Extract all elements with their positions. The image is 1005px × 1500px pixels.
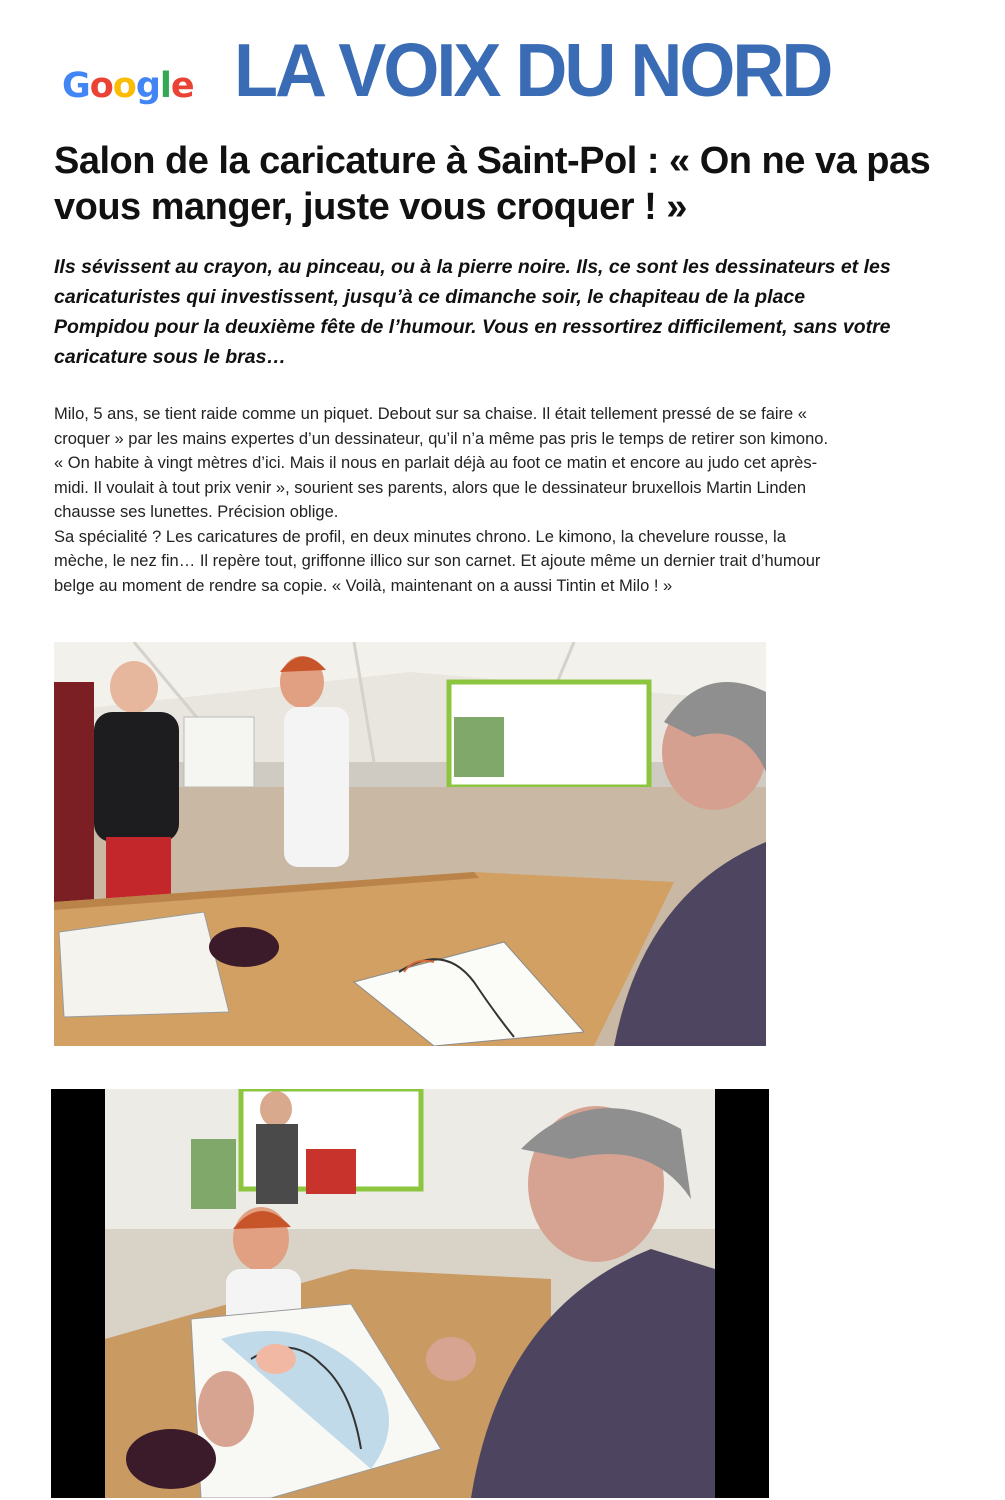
newspaper-logo: LA VOIX DU NORD [234,29,831,113]
masthead [0,0,1005,115]
article-lead: Ils sévissent au crayon, au pinceau, ou à la pierre noire. Ils, ce sont les dessinateurs et les caricaturistes qui investissent, jusqu’à ce dimanche soir, le chapiteau de la place Pompidou pour la deuxième fête de l’humour. Vous en ressortirez difficilement, sans votre caricature sous le bras… [54,256,891,368]
article-paragraph: Milo, 5 ans, se tient raide comme un piquet. Debout sur sa chaise. Il était tellement pressé de se faire « croquer » par les mains expertes d’un dessinateur, qu’il n’a même pas pris le temps de retirer son kimono. « On habite à vingt mètres d’ici. Mais il nous en parlait déjà au foot ce matin et encore au judo cet après-midi. Il voulait à tout prix venir », sourient ses parents, alors que le dessinateur bruxellois Martin Linden chausse ses lunettes. Précision oblige. [54,405,829,521]
photo-illustration [51,1089,769,1498]
article-photo-watercolour [51,1089,769,1498]
google-logo: Google [62,66,194,106]
article-headline: Salon de la caricature à Saint-Pol : « On ne va pas vous manger, juste vous croquer ! » [54,140,931,228]
article-body [54,402,834,598]
photo-illustration [54,642,766,1046]
article-photo-caricaturist [54,642,766,1046]
article-paragraph: Sa spécialité ? Les caricatures de profil, en deux minutes chrono. Le kimono, la chevelure rousse, la mèche, le nez fin… Il repère tout, griffonne illico sur son carnet. Et ajoute même un dernier trait d’humour belge au moment de rendre sa copie. « Voilà, maintenant on a aussi Tintin et Milo ! » [54,527,821,595]
